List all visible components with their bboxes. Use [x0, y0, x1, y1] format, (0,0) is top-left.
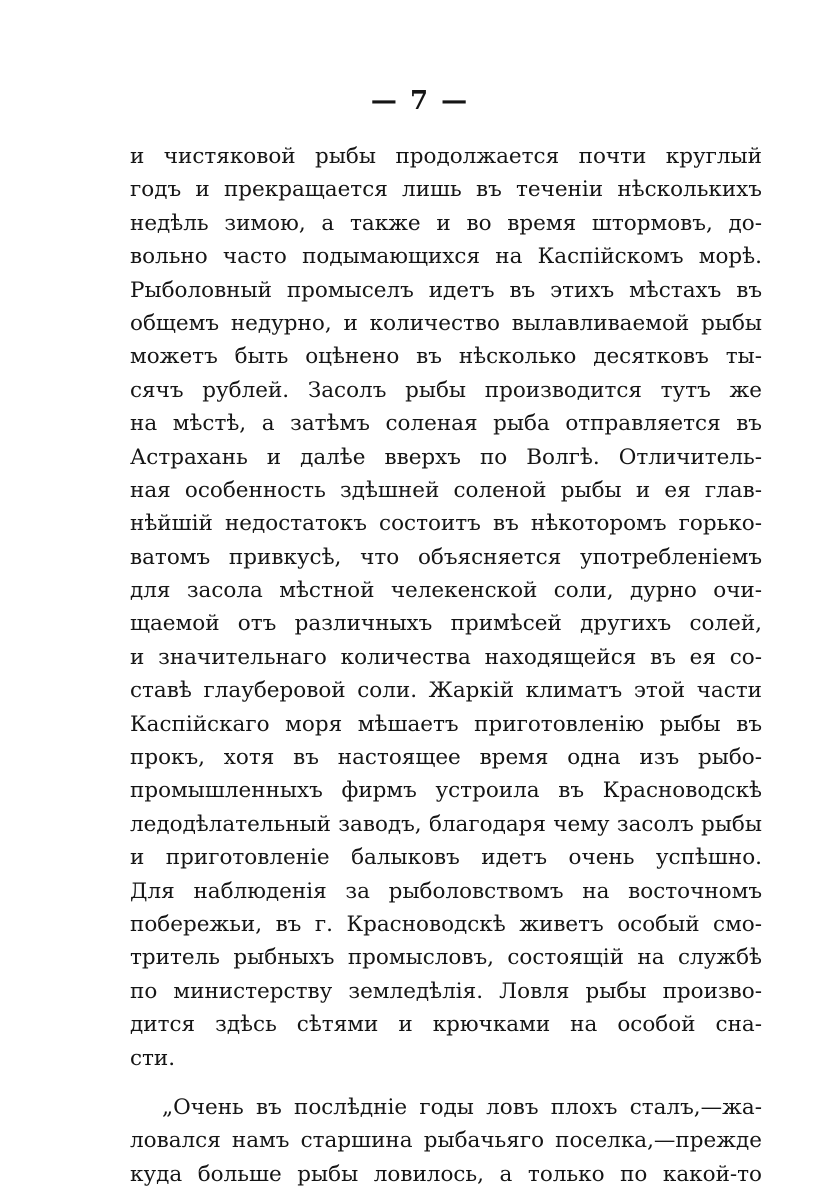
text-line: для засола мѣстной челекенской соли, дурно очи- — [130, 578, 762, 604]
text-line: прокъ, хотя въ настоящее время одна изъ рыбо- — [130, 745, 762, 771]
paragraph-1 — [130, 140, 762, 1075]
text-line: общемъ недурно, и количество вылавливаемой рыбы — [130, 310, 762, 336]
text-line: ставѣ глауберовой соли. Жаркій климатъ этой части — [130, 678, 762, 704]
text-line: куда больше рыбы ловилось, а только по какой-то — [130, 1161, 762, 1187]
text-line: промышленныхъ фирмъ устроила въ Красноводскѣ — [130, 778, 762, 804]
text-line: на мѣстѣ, а затѣмъ соленая рыба отправляется въ — [130, 411, 762, 437]
text-line: побережьи, въ г. Красноводскѣ живетъ особый смо- — [130, 911, 762, 937]
body-text — [130, 140, 762, 1191]
text-line: и чистяковой рыбы продолжается почти круглый — [130, 144, 762, 169]
text-line: по министерству земледѣлія. Ловля рыбы произво- — [130, 978, 762, 1004]
text-line: тритель рыбныхъ промысловъ, состоящій на службѣ — [130, 945, 762, 971]
text-line: и приготовленіе балыковъ идетъ очень успѣшно. — [130, 845, 762, 871]
text-line: можетъ быть оцѣнено въ нѣсколько десятковъ ты- — [130, 344, 762, 370]
text-line: ная особенность здѣшней соленой рыбы и ея глав- — [130, 477, 762, 503]
text-line: Каспійскаго моря мѣшаетъ приготовленію рыбы въ — [130, 711, 762, 737]
text-line: недѣль зимою, а также и во время штормовъ, до- — [130, 210, 762, 236]
paragraph-gap — [130, 1075, 762, 1091]
text-line: сти. — [130, 1045, 176, 1071]
text-line: Для наблюденія за рыболовствомъ на восточномъ — [130, 878, 762, 904]
text-line: сячъ рублей. Засолъ рыбы производится тутъ же — [130, 377, 762, 403]
text-line: вольно часто подымающихся на Каспійскомъ морѣ. — [130, 244, 762, 270]
page-number: — 7 — — [370, 86, 470, 116]
text-line: „Очень въ послѣдніе годы ловъ плохъ сталъ,—жа- — [162, 1094, 762, 1120]
text-line: ледодѣлательный заводъ, благодаря чему засолъ рыбы — [130, 811, 762, 837]
text-line: и значительнаго количества находящейся въ ея со- — [130, 644, 762, 670]
text-line: годъ и прекращается лишь въ теченіи нѣсколькихъ — [130, 177, 762, 203]
paragraph-2 — [130, 1091, 762, 1191]
text-line: ловался намъ старшина рыбачьяго поселка,—прежде — [130, 1128, 762, 1154]
text-line: нѣйшій недостатокъ состоитъ въ нѣкоторомъ горько- — [130, 511, 762, 537]
text-line: дится здѣсь сѣтями и крючками на особой сна- — [130, 1012, 762, 1038]
text-line: Рыболовный промыселъ идетъ въ этихъ мѣстахъ въ — [130, 277, 762, 303]
text-line: ватомъ привкусѣ, что объясняется употребленіемъ — [130, 544, 762, 570]
text-line: Астрахань и далѣе вверхъ по Волгѣ. Отличитель- — [130, 444, 762, 470]
text-line: щаемой отъ различныхъ примѣсей другихъ солей, — [130, 611, 762, 637]
